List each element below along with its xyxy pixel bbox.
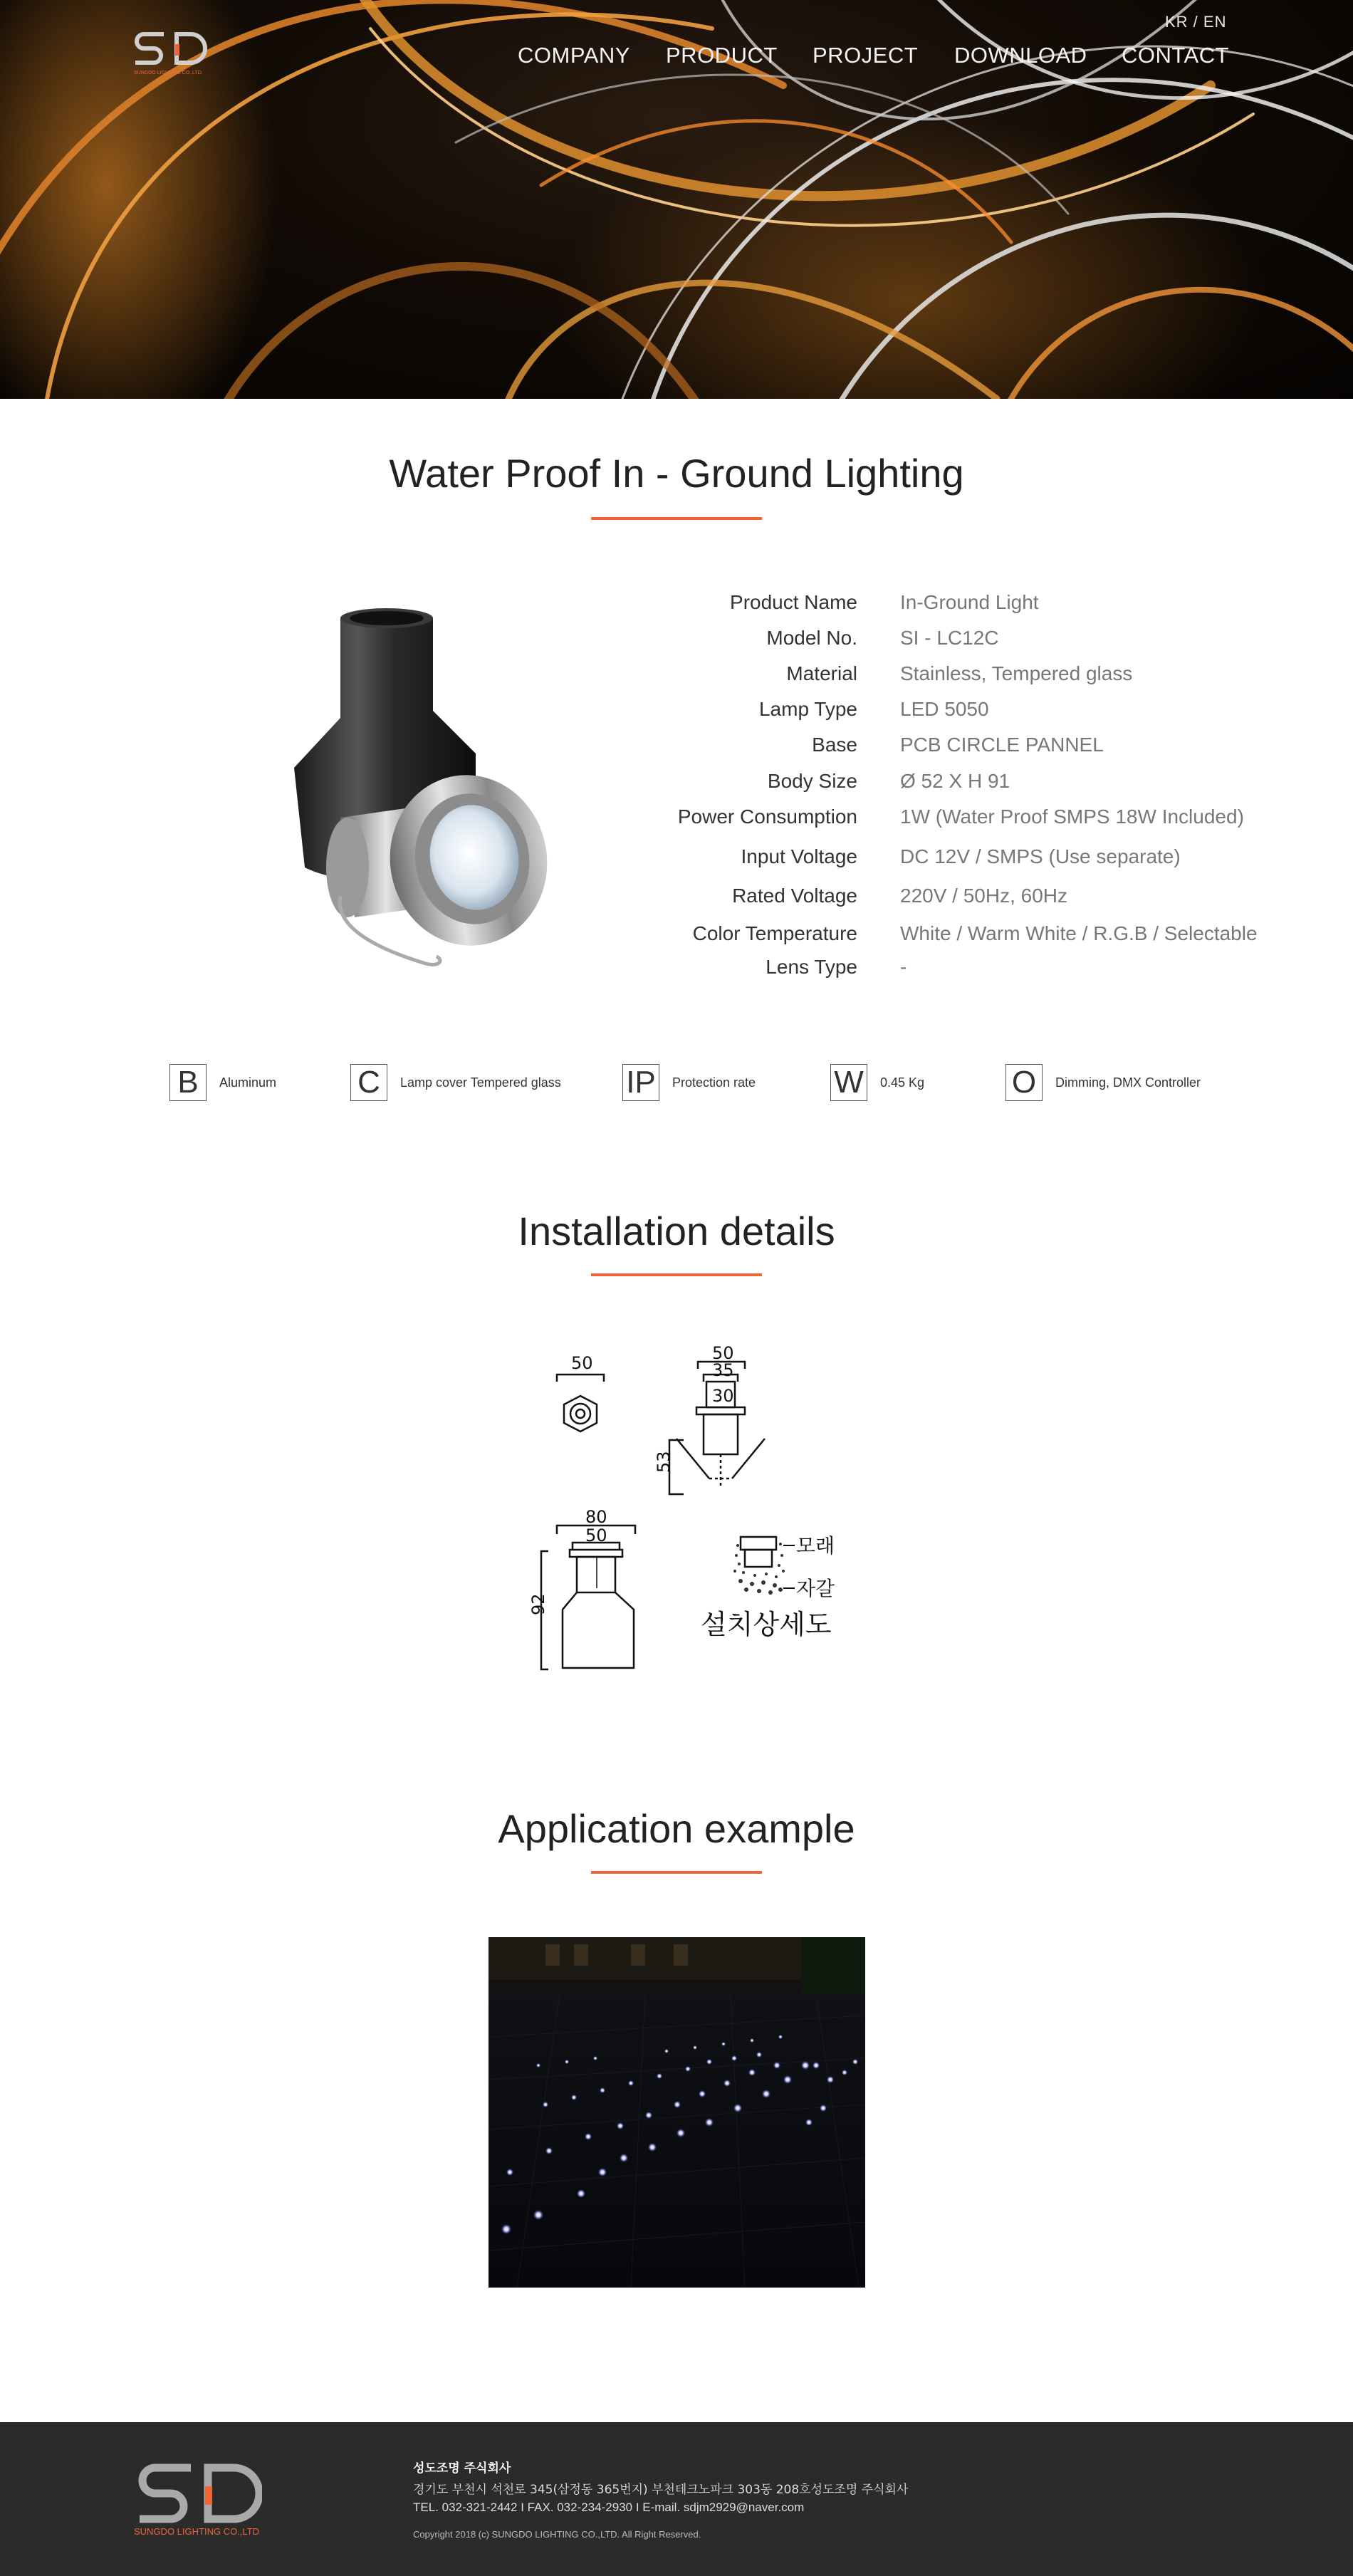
dim-label: 50: [585, 1526, 607, 1545]
gravel-label: 자갈: [796, 1577, 835, 1600]
dim-label: 92: [528, 1593, 548, 1615]
spec-value: LED 5050: [900, 698, 989, 720]
lang-kr-link[interactable]: KR: [1165, 13, 1189, 31]
footer-contact: TEL. 032-321-2442 I FAX. 032-234-2930 I E-mail. sdjm2929@naver.com: [413, 2501, 805, 2514]
title-underline: [591, 517, 762, 520]
spec-row: [0, 885, 1353, 913]
footer: [0, 2422, 1353, 2576]
spec-label: Rated Voltage: [732, 885, 857, 907]
language-switcher: [1165, 13, 1226, 31]
feature-letter-icon: W: [830, 1064, 867, 1101]
nav-project[interactable]: PROJECT: [813, 43, 919, 68]
feature-letter-icon: B: [169, 1064, 207, 1101]
spec-value: SI - LC12C: [900, 627, 999, 649]
dim-label: 53: [654, 1451, 674, 1473]
spec-label: Material: [786, 662, 857, 684]
spec-row: [0, 845, 1353, 874]
spec-row: [0, 956, 1353, 984]
feature-text: Protection rate: [672, 1075, 756, 1090]
spec-label: Model No.: [766, 627, 857, 649]
title-underline: [591, 1273, 762, 1276]
feature-body-material: [169, 1064, 276, 1101]
lang-separator: /: [1188, 13, 1203, 31]
spec-row: [0, 734, 1353, 762]
footer-logo-icon: [134, 2459, 262, 2538]
dim-label: 50: [571, 1353, 593, 1373]
installation-title: Installation details: [518, 1209, 835, 1253]
spec-value: White / Warm White / R.G.B / Selectable: [900, 922, 1258, 944]
sand-label: 모래: [796, 1534, 835, 1558]
feature-text: Aluminum: [219, 1075, 277, 1090]
spec-label: Color Temperature: [692, 922, 857, 944]
top-view-drawing: [557, 1353, 604, 1432]
main-nav: [0, 43, 1353, 71]
title-underline: [591, 1871, 762, 1874]
footer-company: 성도조명 주식회사: [413, 2461, 511, 2476]
spec-value: DC 12V / SMPS (Use separate): [900, 845, 1181, 867]
spec-value: -: [900, 956, 907, 978]
nav-company[interactable]: COMPANY: [518, 43, 630, 68]
spec-value: PCB CIRCLE PANNEL: [900, 734, 1104, 756]
side-view-drawing: [654, 1343, 765, 1494]
spec-label: Input Voltage: [741, 845, 857, 867]
installation-diagram: [498, 1339, 869, 1681]
spec-value: 220V / 50Hz, 60Hz: [900, 885, 1068, 907]
spec-row: [0, 662, 1353, 691]
spec-label: Product Name: [730, 591, 857, 613]
feature-text: 0.45 Kg: [880, 1075, 925, 1090]
spec-row: [0, 627, 1353, 655]
feature-weight: [830, 1064, 924, 1101]
application-title: Application example: [498, 1806, 855, 1851]
spec-label: Base: [812, 734, 857, 756]
dim-label: 30: [712, 1386, 734, 1406]
ground-section-drawing: [701, 1534, 835, 1640]
hero-banner: [0, 0, 1353, 399]
feature-cover: [350, 1064, 561, 1101]
dim-label: 80: [585, 1507, 607, 1527]
body-view-drawing: [528, 1507, 635, 1669]
feature-letter-icon: IP: [622, 1064, 659, 1101]
feature-letter-icon: O: [1005, 1064, 1043, 1101]
logo-subtext: SUNGDO LIGHTING CO.,LTD.: [134, 71, 203, 75]
spec-label: Lens Type: [766, 956, 857, 978]
footer-copyright: Copyright 2018 (c) SUNGDO LIGHTING CO.,LTD. All Right Reserved.: [413, 2529, 701, 2540]
dim-label: 35: [712, 1360, 734, 1380]
feature-text: Lamp cover Tempered glass: [400, 1075, 561, 1090]
lang-en-link[interactable]: EN: [1203, 13, 1227, 31]
spec-value: In-Ground Light: [900, 591, 1039, 613]
spec-row: [0, 591, 1353, 620]
spec-row: [0, 922, 1353, 951]
nav-contact[interactable]: CONTACT: [1122, 43, 1230, 68]
spec-value: Ø 52 X H 91: [900, 770, 1010, 792]
product-title: Water Proof In - Ground Lighting: [389, 451, 964, 496]
spec-row: [0, 698, 1353, 726]
diagram-caption: 설치상세도: [701, 1609, 832, 1640]
footer-logo-subtext: SUNGDO LIGHTING CO.,LTD: [134, 2526, 259, 2537]
feature-text: Dimming, DMX Controller: [1055, 1075, 1201, 1090]
spec-row: [0, 770, 1353, 798]
feature-options: [1005, 1064, 1201, 1101]
spec-label: Lamp Type: [758, 698, 857, 720]
spec-label: Power Consumption: [677, 805, 857, 828]
footer-address: 경기도 부천시 석천로 345(삼정동 365번지) 부천테크노파크 303동 208호성도조명 주식회사: [413, 2483, 909, 2497]
feature-letter-icon: C: [350, 1064, 387, 1101]
spec-row: [0, 805, 1353, 834]
feature-ip-rating: [622, 1064, 756, 1101]
spec-value: 1W (Water Proof SMPS 18W Included): [900, 805, 1244, 828]
nav-product[interactable]: PRODUCT: [666, 43, 778, 68]
spec-value: Stainless, Tempered glass: [900, 662, 1133, 684]
dim-label: 50: [712, 1343, 734, 1363]
nav-download[interactable]: DOWNLOAD: [954, 43, 1087, 68]
application-photo: [489, 1937, 865, 2288]
spec-label: Body Size: [767, 770, 857, 792]
